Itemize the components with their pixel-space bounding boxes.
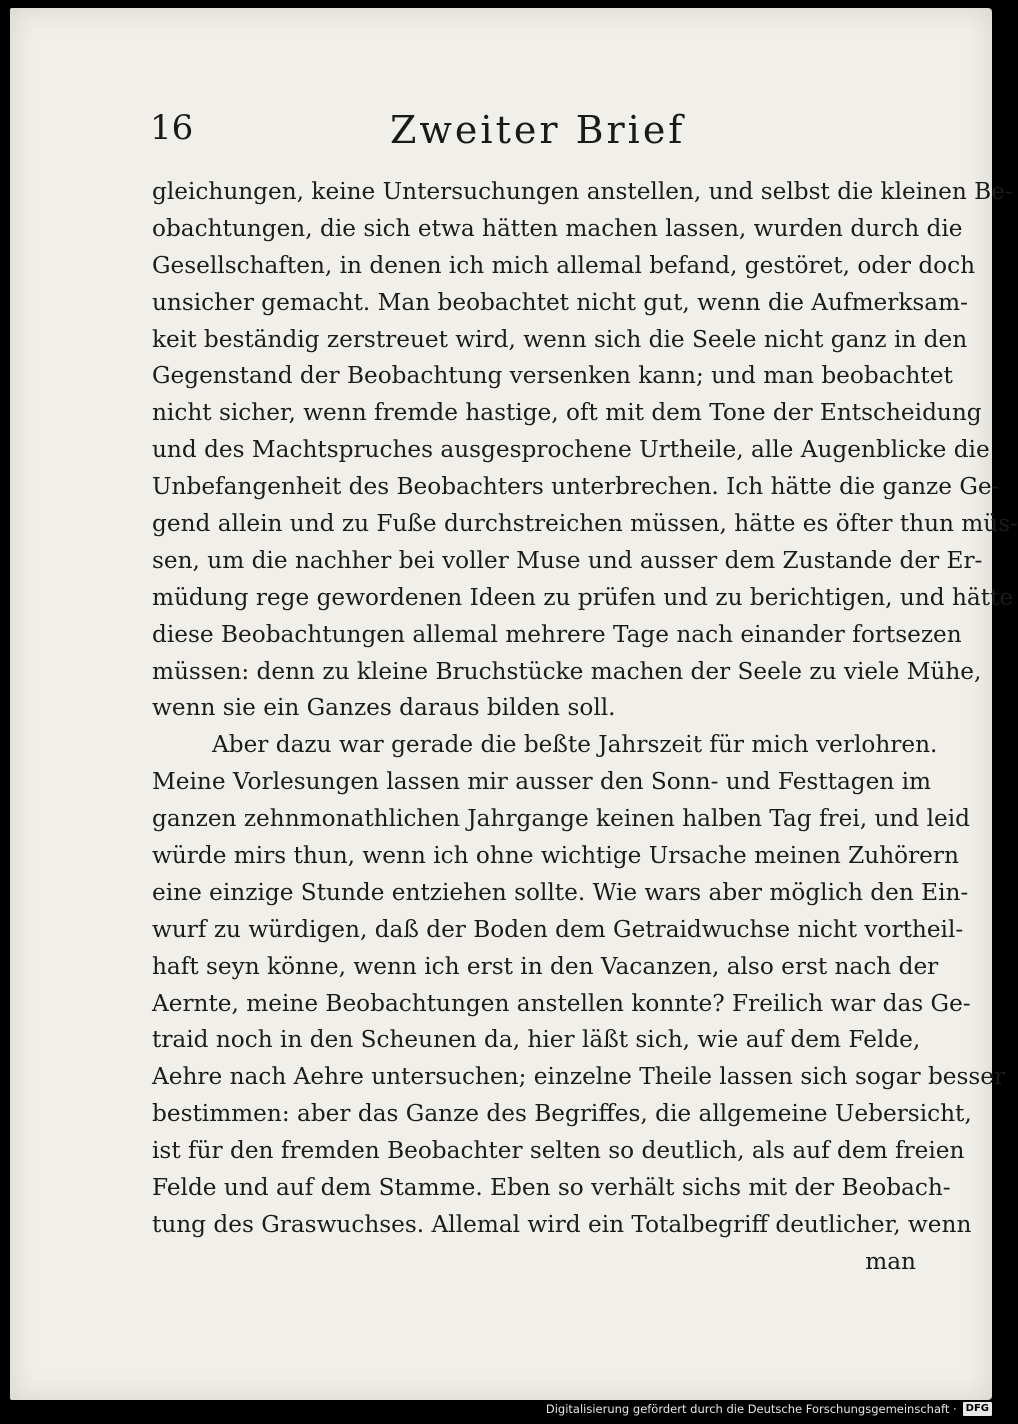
text-line: obachtungen, die sich etwa hätten machen lassen, wurden durch die	[152, 214, 963, 242]
text-line: Felde und auf dem Stamme. Eben so verhält sichs mit der Beobach-	[152, 1174, 951, 1202]
page-number: 16	[150, 108, 194, 148]
text-line: gend allein und zu Fuße durchstreichen müssen, hätte es öfter thun müs-	[152, 510, 1018, 538]
credit-text: Digitalisierung gefördert durch die Deutsche Forschungsgemeinschaft ·	[545, 1402, 957, 1416]
book-page	[10, 8, 1018, 1400]
text-line: ist für den fremden Beobachter selten so deutlich, als auf dem freien	[152, 1137, 965, 1165]
body-text	[152, 174, 1018, 1281]
text-line: Gesellschaften, in denen ich mich allemal befand, gestöret, oder doch	[152, 251, 976, 279]
text-line: eine einzige Stunde entziehen sollte. Wie wars aber möglich den Ein-	[152, 878, 969, 906]
text-line: müssen: denn zu kleine Bruchstücke machen der Seele zu viele Mühe,	[152, 657, 982, 685]
text-line: gleichungen, keine Untersuchungen anstellen, und selbst die kleinen Be-	[152, 178, 1013, 205]
text-line: wenn sie ein Ganzes daraus bilden soll.	[152, 694, 616, 722]
text-line: Gegenstand der Beobachtung versenken kann; und man beobachtet	[152, 362, 953, 390]
running-head: Zweiter Brief	[390, 108, 686, 152]
text-line: tung des Graswuchses. Allemal wird ein Totalbegriff deutlicher, wenn	[152, 1210, 972, 1238]
dfg-logo: DFG	[963, 1402, 992, 1416]
text-line: unsicher gemacht. Man beobachtet nicht gut, wenn die Aufmerksam-	[152, 288, 968, 316]
text-line: traid noch in den Scheunen da, hier läßt sich, wie auf dem Felde,	[152, 1026, 921, 1054]
text-line: keit beständig zerstreuet wird, wenn sich die Seele nicht ganz in den	[152, 325, 968, 353]
text-line: bestimmen: aber das Ganze des Begriffes, die allgemeine Uebersicht,	[152, 1100, 972, 1128]
text-line: sen, um die nachher bei voller Muse und ausser dem Zustande der Er-	[152, 546, 983, 574]
digitization-credit	[546, 1400, 992, 1418]
text-line: ganzen zehnmonathlichen Jahrgange keinen halben Tag frei, und leid	[152, 805, 970, 833]
text-line: Unbefangenheit des Beobachters unterbrechen. Ich hätte die ganze Ge-	[152, 473, 1000, 501]
text-line: wurf zu würdigen, daß der Boden dem Getraidwuchse nicht vortheil-	[152, 915, 964, 943]
text-line: und des Machtspruches ausgesprochene Urtheile, alle Augenblicke die	[152, 436, 990, 464]
text-line: Aber dazu war gerade die beßte Jahrszeit für mich verlohren.	[212, 731, 938, 759]
text-line: haft seyn könne, wenn ich erst in den Vacanzen, also erst nach der	[152, 952, 939, 980]
text-line: nicht sicher, wenn fremde hastige, oft mit dem Tone der Entscheidung	[152, 399, 982, 427]
text-line: Aernte, meine Beobachtungen anstellen konnte? Freilich war das Ge-	[152, 989, 971, 1017]
text-line: man	[865, 1247, 916, 1275]
text-line: würde mirs thun, wenn ich ohne wichtige Ursache meinen Zuhörern	[152, 842, 959, 870]
text-line: Meine Vorlesungen lassen mir ausser den Sonn- und Festtagen im	[152, 768, 932, 796]
text-line: diese Beobachtungen allemal mehrere Tage nach einander fortsezen	[152, 620, 962, 648]
text-line: müdung rege gewordenen Ideen zu prüfen und zu berichtigen, und hätte	[152, 583, 1014, 611]
text-line: Aehre nach Aehre untersuchen; einzelne Theile lassen sich sogar besser	[152, 1063, 1006, 1091]
